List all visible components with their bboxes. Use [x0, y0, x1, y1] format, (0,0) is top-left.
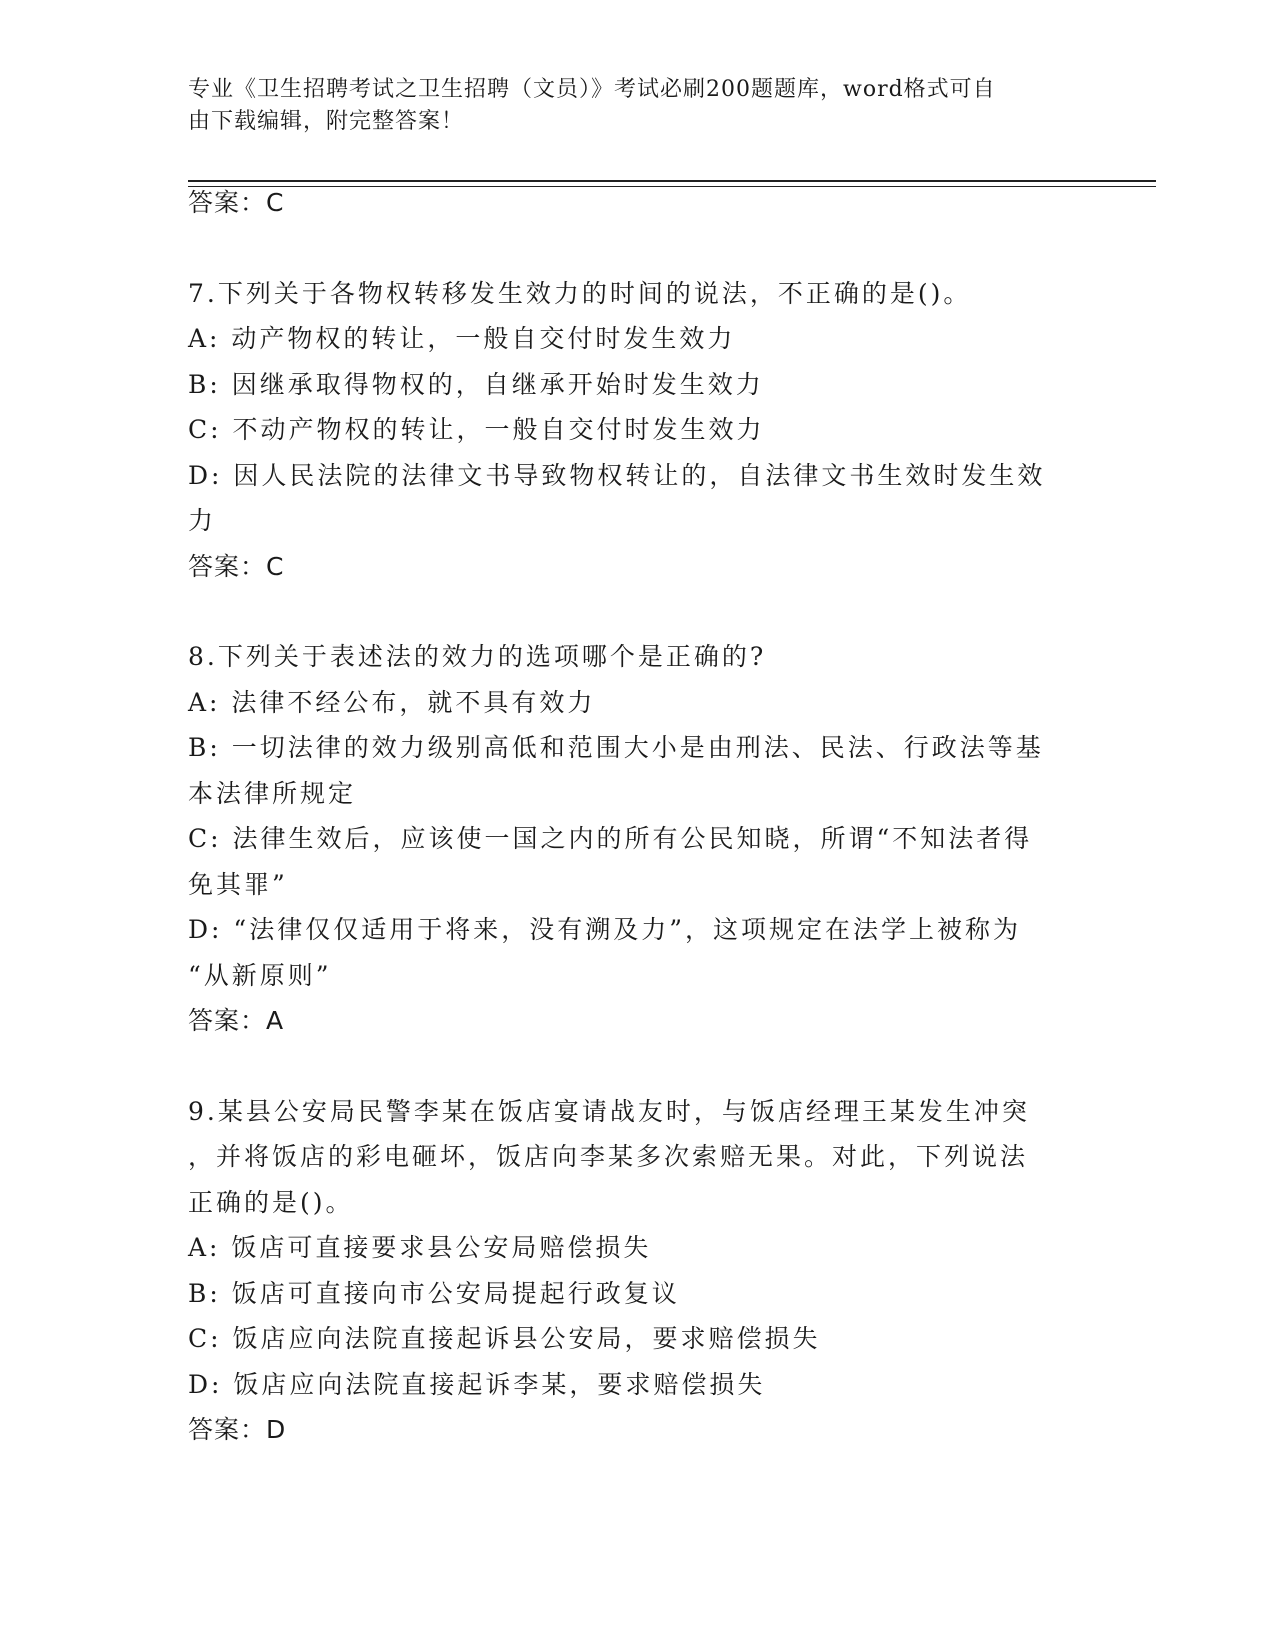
questions-body [188, 180, 1088, 1453]
question-9-text-line-2: ，并将饭店的彩电砸坏，饭店向李某多次索赔无果。对此，下列说法 [188, 1142, 1029, 1171]
answer-previous: 答案：C [188, 188, 285, 217]
question-9-option-a: A: 饭店可直接要求县公安局赔偿损失 [188, 1233, 652, 1262]
question-9-option-c: C: 饭店应向法院直接起诉县公安局，要求赔偿损失 [188, 1324, 821, 1353]
question-8-option-d-line-1: D: “法律仅仅适用于将来，没有溯及力”，这项规定在法学上被称为 [188, 915, 1021, 944]
question-7-option-d-line-2: 力 [188, 506, 217, 535]
question-8-option-b-line-1: B: 一切法律的效力级别高低和范围大小是由刑法、民法、行政法等基 [188, 733, 1044, 762]
question-8-option-a: A: 法律不经公布，就不具有效力 [188, 687, 596, 717]
question-9 [188, 1089, 1088, 1453]
question-8-text: 8.下列关于表述法的效力的选项哪个是正确的? [188, 642, 767, 671]
question-8-option-c-line-1: C: 法律生效后，应该使一国之内的所有公民知晓，所谓“不知法者得 [188, 824, 1033, 853]
question-9-option-d: D: 饭店应向法院直接起诉李某，要求赔偿损失 [188, 1369, 766, 1399]
question-8-answer: 答案：A [188, 1006, 285, 1035]
question-9-text-line-1: 9.某县公安局民警李某在饭店宴请战友时，与饭店经理王某发生冲突 [188, 1096, 1030, 1126]
question-7-option-c: C: 不动产物权的转让，一般自交付时发生效力 [188, 415, 765, 444]
question-8-option-b-line-2: 本法律所规定 [188, 778, 357, 808]
question-9-text-line-3: 正确的是()。 [188, 1187, 354, 1217]
header-line-2: 由下载编辑，附完整答案！ [188, 109, 465, 134]
question-7-text: 7.下列关于各物权转移发生效力的时间的说法，不正确的是()。 [188, 278, 972, 308]
question-7-answer: 答案：C [188, 551, 285, 581]
header-line-1: 专业《卫生招聘考试之卫生招聘（文员）》考试必刷200题题库，word格式可自 [188, 77, 996, 102]
question-7-option-d-line-1: D: 因人民法院的法律文书导致物权转让的，自法律文书生效时发生效 [188, 460, 1046, 490]
question-8 [188, 634, 1088, 1044]
question-9-answer: 答案：D [188, 1415, 287, 1444]
question-7-option-b: B: 因继承取得物权的，自继承开始时发生效力 [188, 369, 764, 399]
question-7-option-a: A: 动产物权的转让，一般自交付时发生效力 [188, 324, 736, 353]
question-9-option-b: B: 饭店可直接向市公安局提起行政复议 [188, 1278, 680, 1308]
question-7 [188, 271, 1088, 590]
page-header [188, 74, 1068, 138]
question-8-option-d-line-2: “从新原则” [188, 960, 332, 990]
question-8-option-c-line-2: 免其罪” [188, 869, 288, 899]
